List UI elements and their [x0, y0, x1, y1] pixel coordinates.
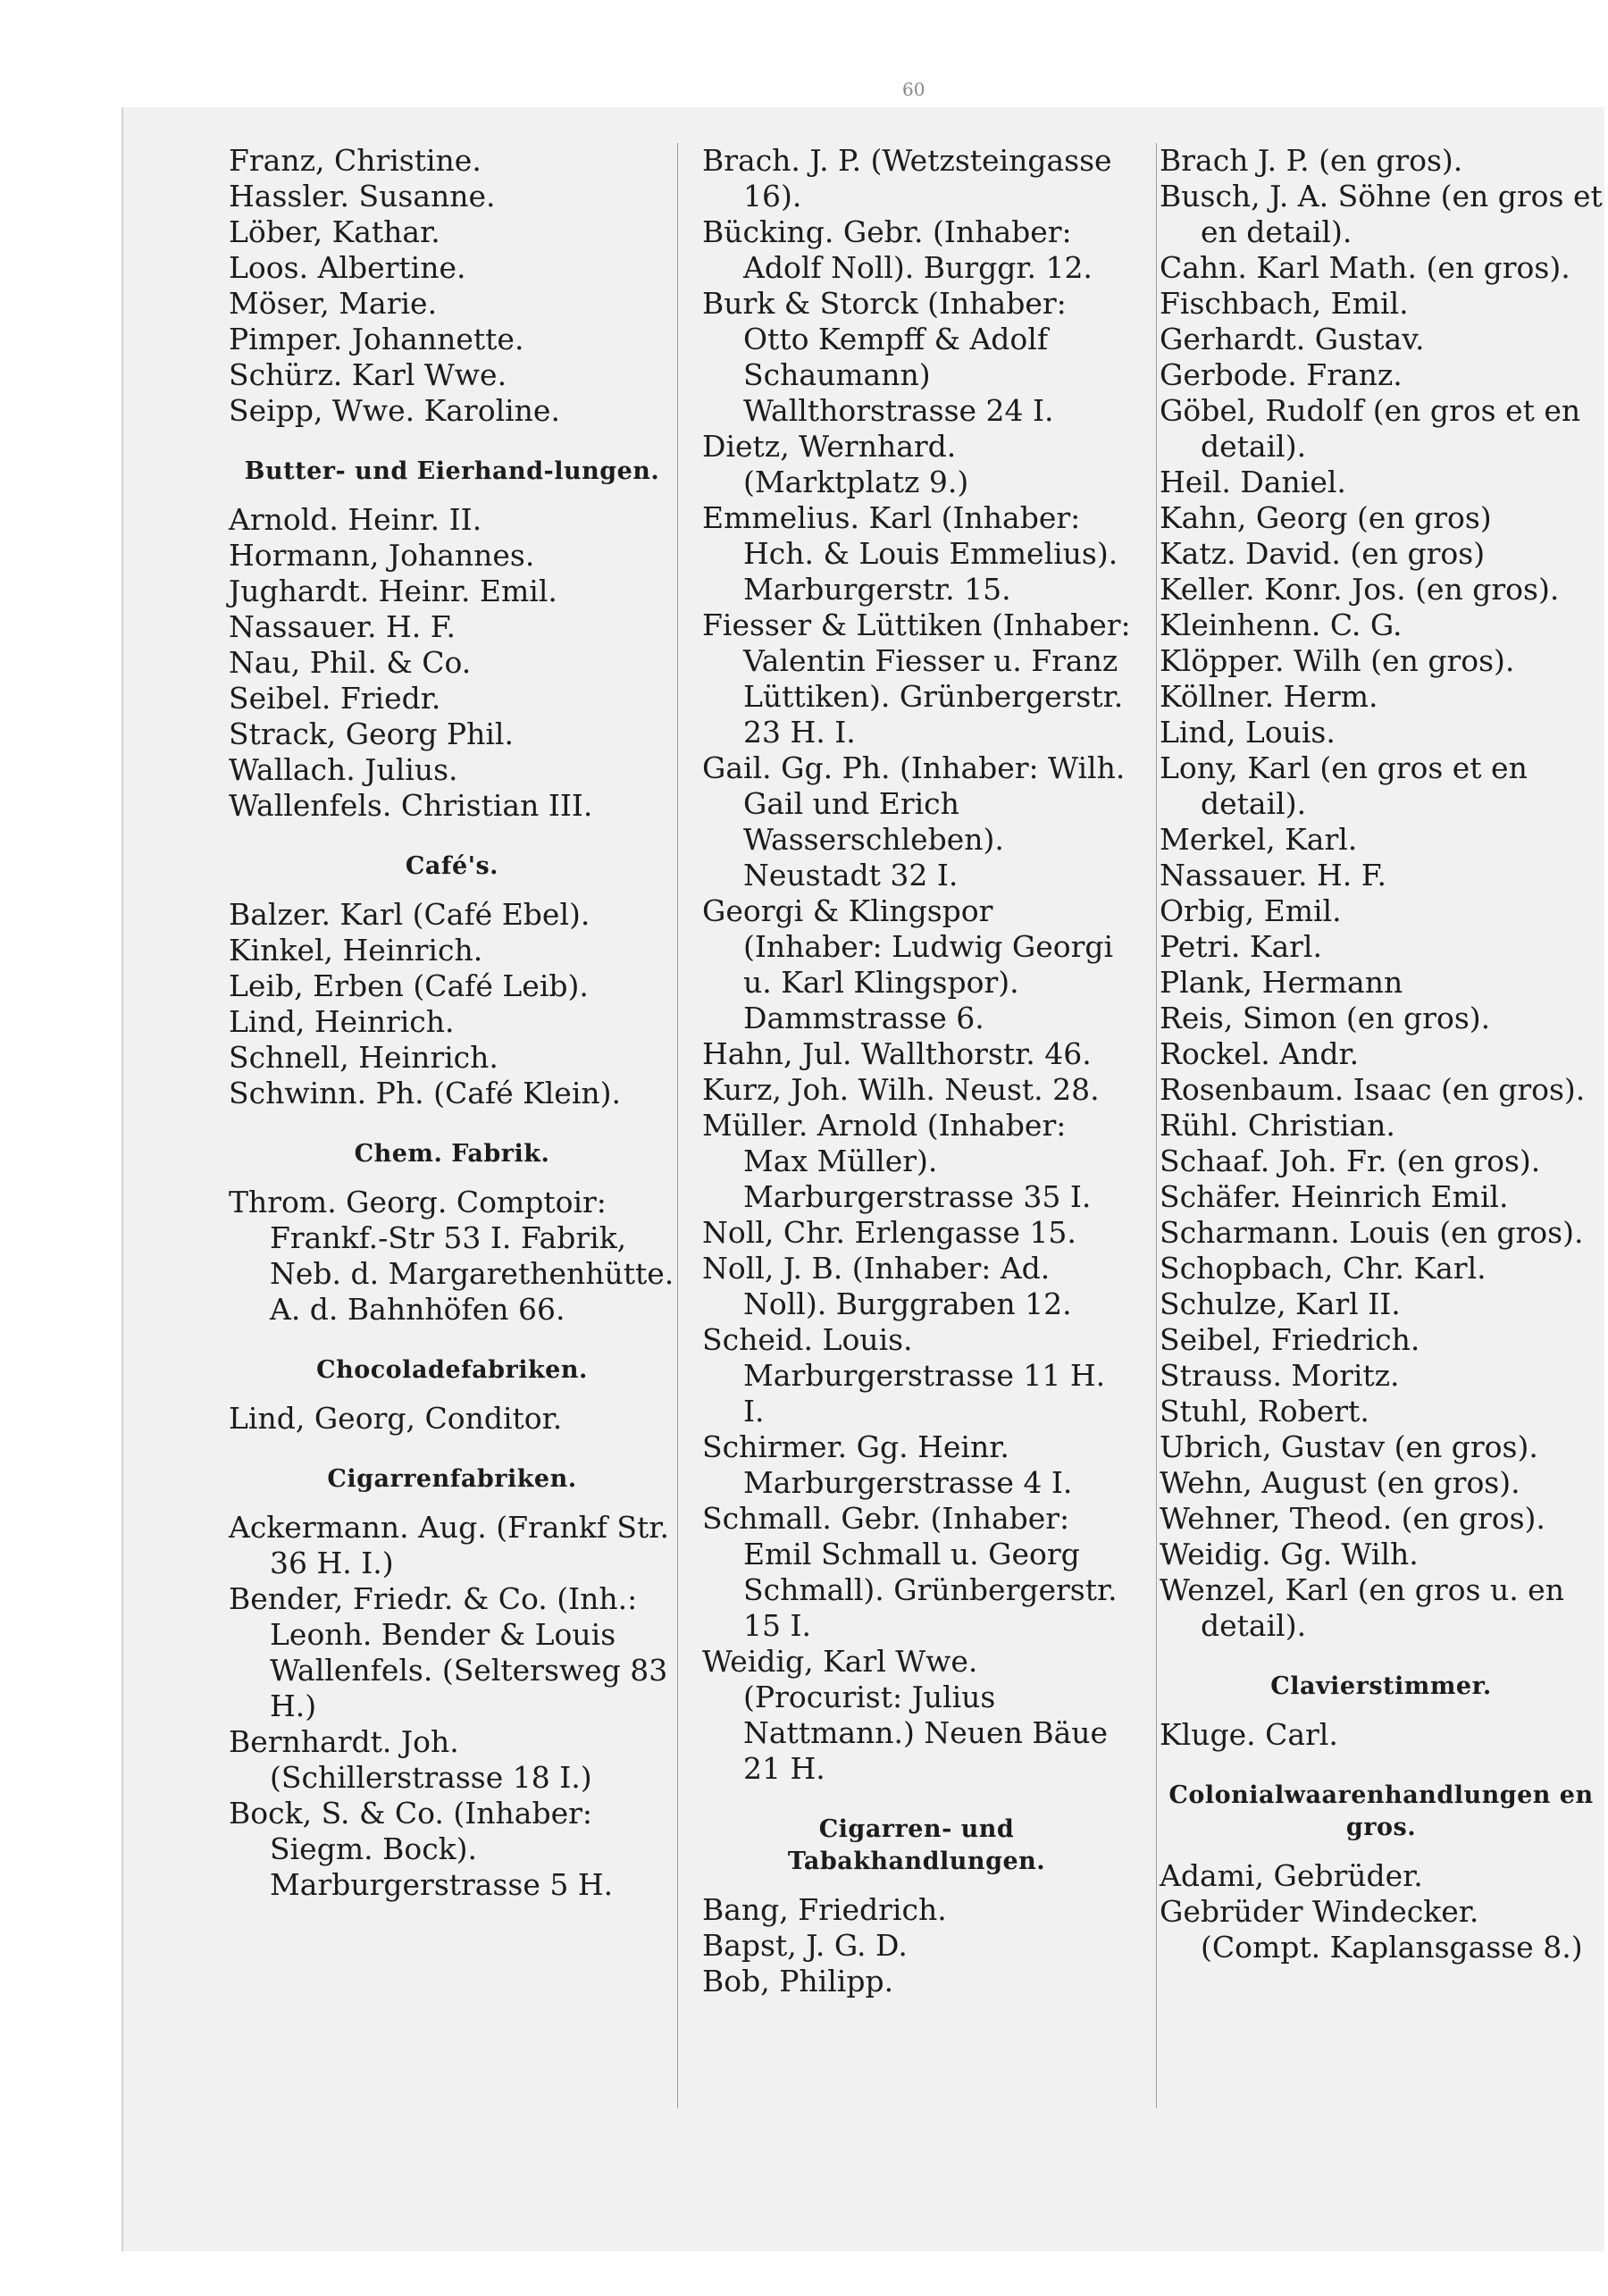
directory-entry: Pimper. Johannette. — [229, 322, 524, 356]
directory-entry: Bernhardt. Joh. (Schillerstrasse 18 I.) — [229, 1724, 592, 1795]
directory-entry: Brach. J. P. (Wetzsteingasse 16). — [702, 143, 1112, 214]
directory-entry: Busch, J. A. Söhne (en gros et en detail). — [1160, 179, 1603, 249]
directory-entry: Wehner, Theod. (en gros). — [1160, 1501, 1545, 1536]
directory-entry: Ubrich, Gustav (en gros). — [1160, 1429, 1538, 1464]
directory-entry: Müller. Arnold (Inhaber: Max Müller). Marburgerstrasse 35 I. — [702, 1108, 1092, 1214]
column-2 — [702, 143, 1131, 1999]
directory-entry: Balzer. Karl (Café Ebel). — [229, 897, 590, 932]
column-divider — [1156, 143, 1157, 2108]
directory-entry: Lony, Karl (en gros et en detail). — [1160, 750, 1528, 821]
directory-entry: Weidig, Karl Wwe. (Procurist: Julius Nattmann.) Neuen Bäue 21 H. — [702, 1644, 1109, 1786]
directory-entry: Kluge. Carl. — [1160, 1717, 1338, 1752]
section-heading: Chocoladefabriken. — [316, 1356, 588, 1384]
directory-entry: Scharmann. Louis (en gros). — [1160, 1215, 1584, 1250]
directory-entry: Nassauer. H. F. — [1160, 858, 1387, 892]
directory-entry: Rühl. Christian. — [1160, 1108, 1395, 1143]
directory-entry: Lind, Louis. — [1160, 715, 1336, 750]
directory-entry: Bang, Friedrich. — [702, 1892, 947, 1927]
directory-entry: Schäfer. Heinrich Emil. — [1160, 1179, 1509, 1214]
directory-entry: Stuhl, Robert. — [1160, 1394, 1369, 1429]
directory-entry: Schmall. Gebr. (Inhaber: Emil Schmall u. Georg Schmall). Grünbergerstr. 15 I. — [702, 1501, 1118, 1643]
directory-entry: Rosenbaum. Isaac (en gros). — [1160, 1072, 1586, 1107]
directory-entry: Wallenfels. Christian III. — [229, 788, 593, 823]
directory-entry: Wehn, August (en gros). — [1160, 1465, 1520, 1500]
directory-entry: Lind, Heinrich. — [229, 1004, 455, 1039]
directory-entry: Wallach. Julius. — [229, 752, 458, 787]
directory-entry: Bender, Friedr. & Co. (Inh.: Leonh. Bender & Louis Wallenfels. (Seltersweg 83 H.) — [229, 1581, 668, 1723]
directory-entry: Seipp, Wwe. Karoline. — [229, 393, 560, 428]
section-heading: Chem. Fabrik. — [354, 1140, 550, 1168]
directory-entry: Gail. Gg. Ph. (Inhaber: Wilh. Gail und Erich Wasserschleben). Neustadt 32 I. — [702, 750, 1126, 892]
directory-entry: Throm. Georg. Comptoir: Frankf.-Str 53 I. Fabrik, Neb. d. Margarethenhütte. A. d. Bahnhöfen 66. — [229, 1185, 674, 1327]
directory-entry: Strack, Georg Phil. — [229, 716, 514, 751]
directory-entry: Göbel, Rudolf (en gros et en detail). — [1160, 393, 1581, 464]
directory-entry: Möser, Marie. — [229, 286, 438, 321]
directory-entry: Merkel, Karl. — [1160, 822, 1358, 857]
directory-entry: Schnell, Heinrich. — [229, 1040, 498, 1075]
directory-entry: Fischbach, Emil. — [1160, 286, 1409, 321]
directory-entry: Kleinhenn. C. G. — [1160, 608, 1403, 642]
directory-entry: Orbig, Emil. — [1160, 893, 1342, 928]
section-heading: Colonialwaarenhandlungen en gros. — [1168, 1781, 1594, 1841]
section-heading: Cigarren- und Tabakhandlungen. — [787, 1815, 1046, 1875]
directory-entry: Bücking. Gebr. (Inhaber: Adolf Noll). Burggr. 12. — [702, 214, 1093, 285]
directory-entry: Adami, Gebrüder. — [1160, 1858, 1423, 1893]
directory-entry: Noll, J. B. (Inhaber: Ad. Noll). Burggraben 12. — [702, 1251, 1072, 1321]
directory-entry: Kahn, Georg (en gros) — [1160, 500, 1492, 535]
directory-entry: Plank, Hermann — [1160, 965, 1403, 1000]
directory-entry: Köllner. Herm. — [1160, 679, 1378, 714]
directory-entry: Klöpper. Wilh (en gros). — [1160, 643, 1515, 678]
directory-entry: Bapst, J. G. D. — [702, 1928, 908, 1963]
directory-entry: Strauss. Moritz. — [1160, 1358, 1400, 1393]
directory-entry: Gebrüder Windecker. (Compt. Kaplansgasse 8.) — [1160, 1894, 1583, 1965]
directory-entry: Jughardt. Heinr. Emil. — [229, 574, 557, 608]
directory-entry: Seibel, Friedrich. — [1160, 1322, 1420, 1357]
directory-entry: Hahn, Jul. Wallthorstr. 46. — [702, 1036, 1092, 1071]
directory-entry: Cahn. Karl Math. (en gros). — [1160, 250, 1570, 285]
directory-entry: Leib, Erben (Café Leib). — [229, 968, 589, 1003]
directory-entry: Georgi & Klingspor (Inhaber: Ludwig Georgi u. Karl Klingspor). Dammstrasse 6. — [702, 893, 1114, 1035]
directory-entry: Gerhardt. Gustav. — [1160, 322, 1425, 356]
directory-entry: Löber, Kathar. — [229, 214, 440, 249]
directory-entry: Kurz, Joh. Wilh. Neust. 28. — [702, 1072, 1100, 1107]
section-heading: Cigarrenfabriken. — [327, 1465, 577, 1493]
directory-entry: Bob, Philipp. — [702, 1964, 894, 1999]
directory-entry: Schopbach, Chr. Karl. — [1160, 1251, 1487, 1286]
directory-entry: Loos. Albertine. — [229, 250, 466, 285]
directory-entry: Noll, Chr. Erlengasse 15. — [702, 1215, 1076, 1250]
directory-entry: Nassauer. H. F. — [229, 609, 456, 644]
directory-entry: Schwinn. Ph. (Café Klein). — [229, 1076, 622, 1110]
directory-entry: Franz, Christine. — [229, 143, 482, 178]
directory-entry: Keller. Konr. Jos. (en gros). — [1160, 572, 1560, 607]
section-heading: Café's. — [405, 852, 499, 880]
directory-entry: Dietz, Wernhard. (Marktplatz 9.) — [702, 429, 969, 499]
directory-entry: Bock, S. & Co. (Inhaber: Siegm. Bock). Marburgerstrasse 5 H. — [229, 1796, 614, 1902]
page-number: 60 — [902, 79, 925, 100]
directory-entry: Katz. David. (en gros) — [1160, 536, 1486, 571]
directory-entry: Nau, Phil. & Co. — [229, 645, 472, 680]
directory-entry: Schürz. Karl Wwe. — [229, 357, 507, 392]
directory-entry: Kinkel, Heinrich. — [229, 933, 483, 968]
directory-entry: Schirmer. Gg. Heinr. Marburgerstrasse 4 I. — [702, 1429, 1073, 1500]
directory-entry: Wenzel, Karl (en gros u. en detail). — [1160, 1572, 1564, 1643]
directory-entry: Weidig. Gg. Wilh. — [1160, 1537, 1419, 1571]
directory-entry: Schulze, Karl II. — [1160, 1286, 1401, 1321]
directory-entry: Lind, Georg, Conditor. — [229, 1401, 563, 1436]
directory-entry: Schaaf. Joh. Fr. (en gros). — [1160, 1144, 1541, 1178]
directory-entry: Emmelius. Karl (Inhaber: Hch. & Louis Emmelius). Marburgerstr. 15. — [702, 500, 1118, 607]
directory-entry: Burk & Storck (Inhaber: Otto Kempff & Adolf Schaumann) Wallthorstrasse 24 I. — [702, 286, 1067, 428]
directory-entry: Heil. Daniel. — [1160, 465, 1346, 499]
directory-entry: Arnold. Heinr. II. — [229, 502, 482, 537]
directory-entry: Petri. Karl. — [1160, 929, 1322, 964]
directory-entry: Scheid. Louis. Marburgerstrasse 11 H. I. — [702, 1322, 1106, 1429]
directory-entry: Rockel. Andr. — [1160, 1036, 1360, 1071]
directory-entry: Hassler. Susanne. — [229, 179, 496, 214]
directory-entry: Hormann, Johannes. — [229, 538, 535, 573]
directory-entry: Fiesser & Lüttiken (Inhaber: Valentin Fiesser u. Franz Lüttiken). Grünbergerstr. 23 H. I. — [702, 608, 1131, 750]
section-heading: Clavierstimmer. — [1270, 1672, 1492, 1700]
directory-entry: Brach J. P. (en gros). — [1160, 143, 1463, 178]
directory-entry: Seibel. Friedr. — [229, 681, 441, 716]
directory-entry: Reis, Simon (en gros). — [1160, 1001, 1491, 1035]
column-3 — [1160, 143, 1603, 1965]
section-heading: Butter- und Eierhand-lungen. — [244, 457, 660, 485]
column-divider — [677, 143, 678, 2108]
directory-entry: Ackermann. Aug. (Frankf Str. 36 H. I.) — [229, 1510, 669, 1580]
directory-entry: Gerbode. Franz. — [1160, 357, 1403, 392]
column-1 — [229, 143, 675, 1903]
